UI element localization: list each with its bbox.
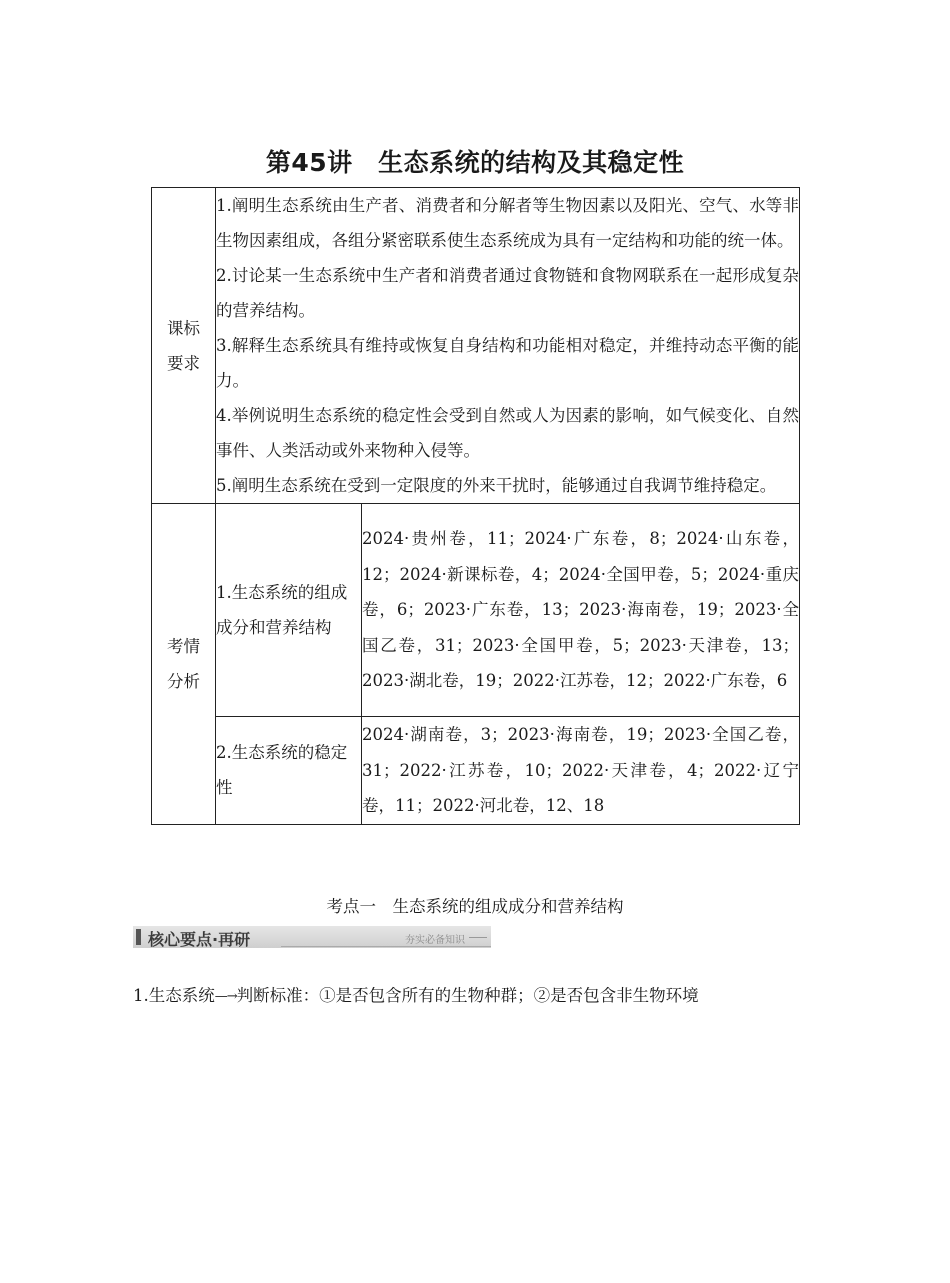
banner-line <box>469 937 487 938</box>
standards-label <box>152 188 216 504</box>
analysis-label-line2: 分析 <box>167 671 200 691</box>
analysis-row-2 <box>152 717 800 825</box>
content-line-suffix: 判断标准：①是否包含所有的生物种群；②是否包含非生物环境 <box>236 986 699 1005</box>
section-heading: 考点一 生态系统的组成成分和营养结构 <box>326 897 624 916</box>
requirement-item: 4.举例说明生态系统的稳定性会受到自然或人为因素的影响，如气候变化、自然事件、人类活动或外来物种入侵等。 <box>216 406 799 460</box>
course-info-table <box>151 187 800 825</box>
standards-row <box>152 188 800 504</box>
page-title: 第45讲 生态系统的结构及其稳定性 <box>265 148 685 177</box>
exam-references: 2024·湖南卷，3；2023·海南卷，19；2023·全国乙卷，31；2022·江苏卷，10；2022·天津卷，4；2022·辽宁卷，11；2022·河北卷，12、18 <box>362 717 800 825</box>
banner-divider <box>281 946 491 947</box>
standards-content <box>216 188 800 504</box>
section-banner <box>133 926 491 948</box>
topic-name: 2.生态系统的稳定性 <box>216 717 362 825</box>
requirement-item: 2.讨论某一生态系统中生产者和消费者通过食物链和食物网联系在一起形成复杂的营养结构。 <box>216 266 799 320</box>
standards-label-line2: 要求 <box>167 353 200 373</box>
exam-references: 2024·贵州卷，11；2024·广东卷，8；2024·山东卷，12；2024·新课标卷，4；2024·全国甲卷，5；2024·重庆卷，6；2023·广东卷，13；2023·海南卷，19；2023·全国乙卷，31；2023·全国甲卷，5；2023·天津卷，13；2023·湖北卷，19；2022·江苏卷，12；2022·广东卷，6 <box>362 504 800 717</box>
analysis-label <box>152 504 216 825</box>
content-line-prefix: 1.生态系统 <box>133 986 215 1005</box>
banner-subtitle: 夯实必备知识 <box>405 935 465 946</box>
banner-title: 核心要点·再研 <box>148 930 251 949</box>
analysis-row-1 <box>152 504 800 717</box>
topic-name: 1.生态系统的组成成分和营养结构 <box>216 504 362 717</box>
banner-bar-icon <box>136 929 141 945</box>
standards-label-line1: 课标 <box>167 318 200 338</box>
analysis-label-line1: 考情 <box>167 636 200 656</box>
content-line <box>133 982 699 1006</box>
arrow-right-icon: —→ <box>214 989 237 1004</box>
requirement-item: 1.阐明生态系统由生产者、消费者和分解者等生物因素以及阳光、空气、水等非生物因素组成，各组分紧密联系使生态系统成为具有一定结构和功能的统一体。 <box>216 196 799 250</box>
requirement-item: 5.阐明生态系统在受到一定限度的外来干扰时，能够通过自我调节维持稳定。 <box>216 476 777 495</box>
requirement-item: 3.解释生态系统具有维持或恢复自身结构和功能相对稳定，并维持动态平衡的能力。 <box>216 336 799 390</box>
